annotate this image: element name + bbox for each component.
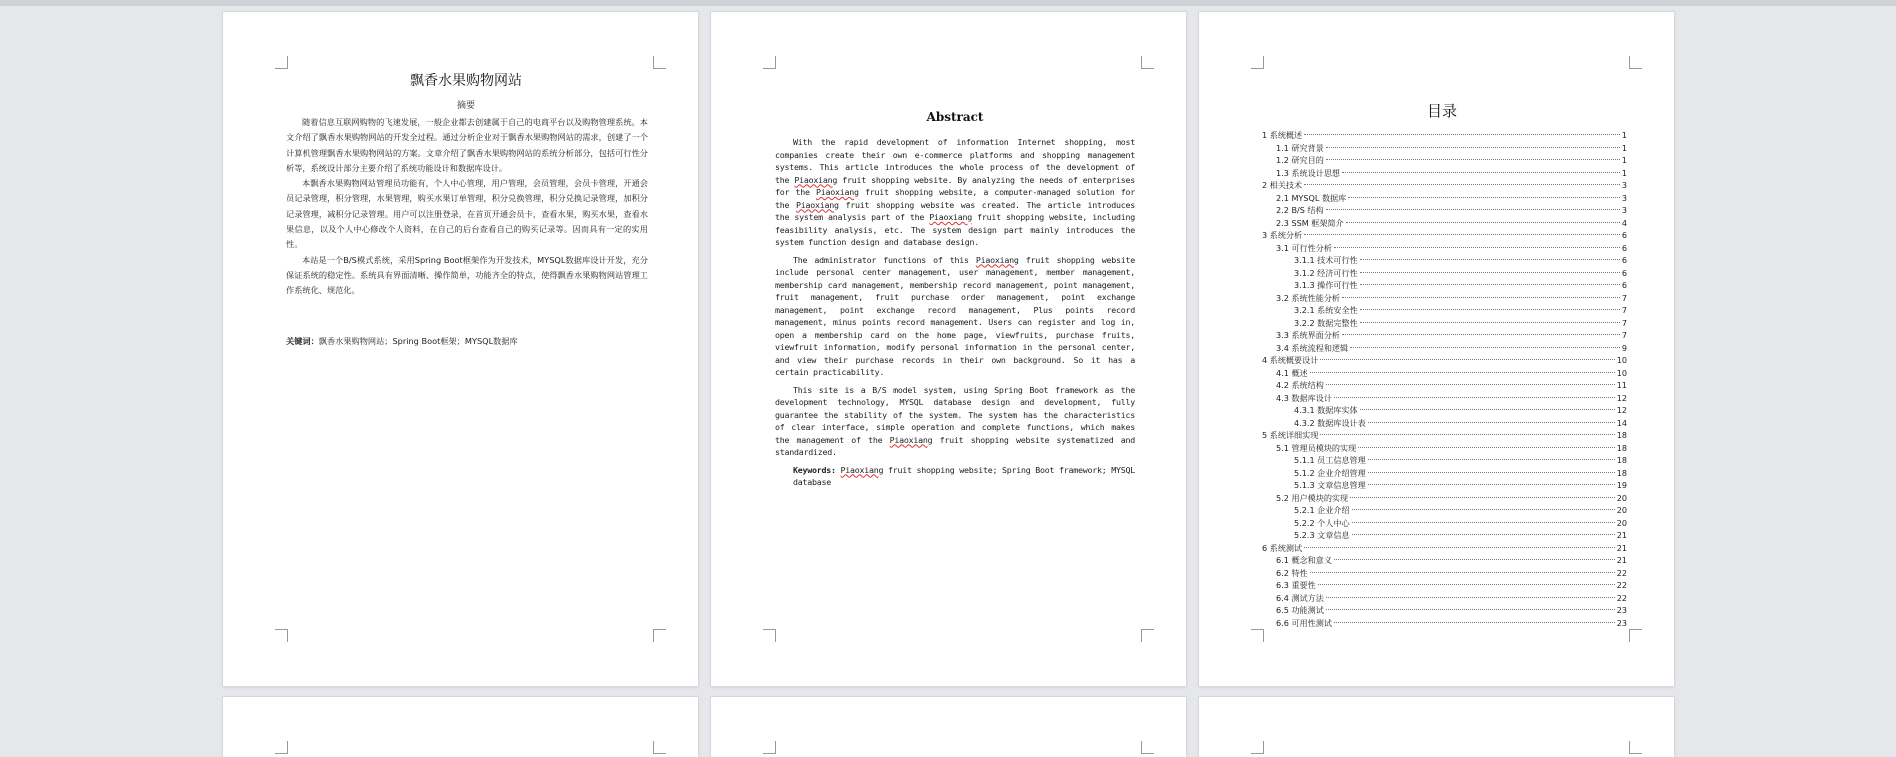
crop-mark (763, 56, 776, 69)
toc-entry[interactable] (1262, 604, 1627, 617)
toc-page-number: 1 (1621, 167, 1627, 178)
toc-entry-title: 4.1 概述 (1276, 367, 1308, 378)
text-run: With the rapid development of information Internet shopping, most companies create their own e-commerce platforms and shopping management systems. This article introduces the whole process of the development of the (775, 137, 1135, 185)
toc-leader-dots (1360, 259, 1620, 260)
crop-mark (275, 741, 288, 754)
toc-leader-dots (1304, 234, 1620, 235)
toc-title: 目录 (1426, 102, 1457, 120)
toc-entry[interactable] (1262, 142, 1627, 155)
toc-entry-title: 4.2 系统结构 (1276, 380, 1324, 390)
toc-leader-dots (1310, 372, 1615, 373)
toc-entry-title: 4 系统概要设计 (1262, 355, 1319, 365)
crop-mark (653, 56, 666, 69)
document-page-5 (711, 697, 1186, 757)
toc-page-number: 23 (1616, 605, 1627, 615)
toc-entry[interactable] (1262, 404, 1627, 417)
toc-page-number: 23 (1616, 617, 1627, 628)
toc-page-number: 19 (1616, 480, 1627, 490)
toc-entry-title: 5 系统详细实现 (1262, 430, 1319, 440)
toc-entry-title: 4.3 数据库设计 (1276, 392, 1332, 403)
toc-entry[interactable] (1262, 129, 1627, 142)
toc-entry-title: 6.6 可用性测试 (1276, 617, 1332, 628)
crop-mark (1141, 56, 1154, 69)
toc-entry-title: 1 系统概述 (1262, 130, 1303, 140)
toc-leader-dots (1304, 134, 1620, 135)
toc-entry[interactable] (1262, 442, 1627, 455)
toc-entry[interactable] (1262, 379, 1627, 392)
toc-page-number: 22 (1616, 580, 1627, 590)
page2-keywords-label: Keywords: (793, 464, 836, 475)
crop-mark (653, 629, 666, 642)
toc-entry[interactable] (1262, 454, 1627, 467)
spellcheck-word[interactable]: Piaoxiang (889, 434, 933, 445)
toc-entry-title: 3.1.2 经济可行性 (1294, 267, 1358, 278)
toc-leader-dots (1326, 159, 1620, 160)
toc-entry-title: 6.3 重要性 (1276, 580, 1316, 590)
toc-page-number: 1 (1621, 155, 1627, 165)
toc-page-number: 7 (1621, 330, 1627, 340)
toc-leader-dots (1326, 597, 1615, 598)
toc-page-number: 1 (1621, 130, 1627, 140)
toc-page-number: 10 (1616, 355, 1627, 365)
toc-page-number: 18 (1616, 455, 1627, 465)
toc-leader-dots (1310, 572, 1615, 573)
toc-entry-title: 3.1.3 操作可行性 (1294, 280, 1358, 290)
text-run: fruit shopping website include personal center management, user management, member management, membership card management, membership record management, point management, fruit management, fruit purchase order management, point exchange management, point exchange record management, Plus points record management, minus points record management. Users can register and log in, open a membership card on the home page, viewfruits, purchase fruits, viewfruit information, modify personal information in the personal center, and view their purchase records in their own background. So it has a certain practicability. (775, 254, 1136, 377)
toc-leader-dots (1368, 472, 1615, 473)
page1-body (286, 115, 648, 299)
page1-subtitle: 摘要 (456, 101, 475, 111)
toc-leader-dots (1326, 609, 1615, 610)
crop-mark (653, 741, 666, 754)
toc-page-number: 6 (1621, 267, 1627, 278)
spellcheck-word[interactable]: Piaoxiang (794, 174, 838, 185)
toc-entry[interactable] (1262, 367, 1627, 380)
toc-entry-title: 5.2.1 企业介绍 (1294, 505, 1350, 515)
toc-leader-dots (1352, 534, 1615, 535)
document-page-6 (1199, 697, 1674, 757)
toc-page-number: 20 (1616, 517, 1627, 528)
document-page-1 (223, 12, 698, 686)
toc-leader-dots (1358, 447, 1614, 448)
toc-entry-title: 1.1 研究背景 (1276, 142, 1324, 153)
toc-leader-dots (1320, 434, 1614, 435)
toc-entry-title: 1.3 系统设计思想 (1276, 167, 1341, 178)
toc-page-number: 18 (1616, 442, 1627, 453)
toc-entry-title: 5.2.2 个人中心 (1294, 517, 1350, 528)
toc-leader-dots (1326, 147, 1620, 148)
toc-entry-title: 3.4 系统流程和逻辑 (1276, 342, 1349, 353)
toc-entry-title: 2.2 B/S 结构 (1276, 205, 1324, 215)
toc-leader-dots (1348, 197, 1620, 198)
text-run: fruit shopping website was created. The article introduces the system analysis part of the (775, 199, 1136, 222)
toc-page-number: 18 (1616, 467, 1627, 478)
toc-entry[interactable] (1262, 154, 1627, 167)
toc-leader-dots (1334, 622, 1615, 623)
toc-page-number: 11 (1616, 380, 1627, 390)
toc-entry[interactable] (1262, 504, 1627, 517)
crop-mark (763, 741, 776, 754)
toc-entry-title: 2 相关技术 (1262, 180, 1303, 190)
text-run: fruit shopping website, a computer-managed solution for the (775, 187, 1135, 210)
toc-leader-dots (1360, 309, 1620, 310)
page1-keywords-label: 关键词： (286, 336, 319, 346)
toc-entry-title: 4.3.1 数据库实体 (1294, 405, 1358, 415)
spellcheck-word[interactable]: Piaoxiang (796, 199, 839, 210)
page2-paragraph-1 (775, 136, 1135, 249)
toc-entry-title: 2.3 SSM 框架简介 (1276, 217, 1344, 228)
toc-leader-dots (1360, 409, 1615, 410)
page2-body (775, 136, 1135, 494)
toc-entry[interactable] (1262, 542, 1627, 555)
spellcheck-word[interactable]: Piaoxiang (929, 212, 973, 222)
toc-entry-title: 3.2 系统性能分析 (1276, 292, 1341, 303)
toc-entry[interactable] (1262, 204, 1627, 217)
toc-entry-title: 3.1 可行性分析 (1276, 242, 1332, 253)
toc-entry[interactable] (1262, 242, 1627, 255)
crop-mark (763, 629, 776, 642)
toc-page-number: 10 (1616, 367, 1627, 378)
page2-title: Abstract (926, 110, 984, 124)
page1-paragraph: 本飘香水果购物网站管理员功能有，个人中心管理，用户管理，会员管理，会员卡管理，开通会员记录管理，积分管理，水果管理，购买水果订单管理，积分兑换管理，积分兑换记录管理，加积分记录管理，减积分记录管理。用户可以注册登录，在首页开通会员卡，查看水果，购买水果，查看水果信息，以及个人中心修改个人资料，在自己的后台查看自己的购买记录等。因而具有一定的实用性。 (286, 178, 648, 250)
toc-entry[interactable] (1262, 529, 1627, 542)
toc-leader-dots (1360, 284, 1620, 285)
toc-page-number: 6 (1621, 230, 1627, 240)
toc-page-number: 4 (1621, 217, 1627, 228)
toc-page-number: 3 (1621, 180, 1627, 190)
toc-entry-title: 5.1.3 文章信息管理 (1294, 480, 1366, 490)
crop-mark (1251, 741, 1264, 754)
toc-entry[interactable] (1262, 292, 1627, 305)
toc-entry[interactable] (1262, 592, 1627, 605)
page1-title: 飘香水果购物网站 (410, 73, 522, 89)
toc-entry[interactable] (1262, 192, 1627, 205)
toc-leader-dots (1326, 209, 1620, 210)
toc-leader-dots (1368, 459, 1615, 460)
spellcheck-word[interactable]: Piaoxiang (975, 254, 1019, 265)
toc-page-number: 20 (1616, 505, 1627, 515)
toc-leader-dots (1360, 272, 1620, 273)
toc-entry[interactable] (1262, 329, 1627, 342)
toc-entry-title: 3.2.2 数据完整性 (1294, 317, 1358, 328)
toc-page-number: 22 (1616, 567, 1627, 578)
toc-entry[interactable] (1262, 179, 1627, 192)
toc-page-number: 1 (1621, 142, 1627, 153)
toc-entry-title: 3 系统分析 (1262, 230, 1303, 240)
text-run: fruit shopping website systematized and standardized. (775, 434, 1135, 457)
page1-keywords (286, 336, 648, 347)
page1-keywords-text: 飘香水果购物网站；Spring Boot框架；MYSQL数据库 (318, 336, 518, 346)
page2-paragraph-2 (775, 254, 1135, 379)
toc-leader-dots (1360, 322, 1620, 323)
toc-page-number: 12 (1616, 405, 1627, 415)
crop-mark (1141, 741, 1154, 754)
toc-page-number: 3 (1621, 205, 1627, 215)
toc-entry[interactable] (1262, 304, 1627, 317)
toc-entry[interactable] (1262, 467, 1627, 480)
window-top-bar (0, 0, 1896, 6)
toc-leader-dots (1334, 397, 1615, 398)
text-run: The administrator functions of this (793, 254, 976, 265)
text-run: fruit shopping website, including feasibility analysis, etc. The system design part mainly introduces the system function design and database design. (775, 212, 1135, 247)
toc-entry[interactable] (1262, 429, 1627, 442)
toc-page-number: 22 (1616, 592, 1627, 603)
toc-entry-title: 6.1 概念和意义 (1276, 555, 1332, 565)
crop-mark (275, 629, 288, 642)
toc-entry[interactable] (1262, 254, 1627, 267)
toc-entry-title: 3.2.1 系统安全性 (1294, 305, 1358, 315)
table-of-contents (1262, 129, 1627, 629)
toc-entry[interactable] (1262, 617, 1627, 630)
page2-keywords (775, 464, 1135, 489)
toc-entry[interactable] (1262, 417, 1627, 430)
toc-page-number: 7 (1621, 317, 1627, 328)
toc-entry-title: 2.1 MYSQL 数据库 (1276, 192, 1347, 203)
toc-page-number: 9 (1621, 342, 1627, 353)
spellcheck-word[interactable]: Piaoxiang (815, 187, 859, 197)
toc-leader-dots (1318, 584, 1615, 585)
toc-entry[interactable] (1262, 217, 1627, 230)
toc-entry[interactable] (1262, 579, 1627, 592)
toc-entry-title: 6 系统测试 (1262, 542, 1303, 553)
toc-leader-dots (1352, 509, 1615, 510)
toc-entry-title: 6.2 特性 (1276, 567, 1308, 578)
toc-leader-dots (1342, 297, 1620, 298)
toc-entry[interactable] (1262, 342, 1627, 355)
crop-mark (275, 56, 288, 69)
toc-leader-dots (1352, 522, 1615, 523)
toc-entry[interactable] (1262, 554, 1627, 567)
toc-page-number: 6 (1621, 280, 1627, 290)
toc-entry[interactable] (1262, 392, 1627, 405)
toc-entry[interactable] (1262, 267, 1627, 280)
toc-page-number: 14 (1616, 417, 1627, 428)
toc-entry[interactable] (1262, 479, 1627, 492)
toc-leader-dots (1304, 547, 1615, 548)
crop-mark (1251, 629, 1264, 642)
toc-leader-dots (1368, 484, 1615, 485)
toc-leader-dots (1326, 384, 1615, 385)
toc-page-number: 20 (1616, 492, 1627, 503)
toc-entry-title: 4.3.2 数据库设计表 (1294, 417, 1366, 428)
toc-leader-dots (1350, 347, 1620, 348)
toc-entry-title: 5.1.1 员工信息管理 (1294, 455, 1366, 465)
toc-entry[interactable] (1262, 229, 1627, 242)
toc-entry[interactable] (1262, 317, 1627, 330)
document-page-4 (223, 697, 698, 757)
text-run: This site is a B/S model system, using Spring Boot framework as the development technology, MYSQL database design and development, fully guarantee the stability of the system. The system has the characteristics of clear interface, simple operation and complete functions, which makes the management of the (775, 384, 1135, 445)
toc-leader-dots (1346, 222, 1620, 223)
toc-page-number: 12 (1616, 392, 1627, 403)
crop-mark (1141, 629, 1154, 642)
toc-entry[interactable] (1262, 167, 1627, 180)
crop-mark (1629, 741, 1642, 754)
toc-entry-title: 5.1.2 企业介绍管理 (1294, 467, 1366, 478)
toc-entry[interactable] (1262, 567, 1627, 580)
toc-leader-dots (1368, 422, 1615, 423)
crop-mark (1251, 56, 1264, 69)
toc-leader-dots (1304, 184, 1620, 185)
toc-entry[interactable] (1262, 517, 1627, 530)
toc-entry-title: 1.2 研究目的 (1276, 155, 1324, 165)
toc-page-number: 6 (1621, 255, 1627, 265)
toc-page-number: 21 (1616, 542, 1627, 553)
toc-leader-dots (1334, 247, 1620, 248)
text-run: fruit shopping website. By analyzing the needs of enterprises for the (775, 174, 1135, 197)
toc-entry[interactable] (1262, 492, 1627, 505)
toc-page-number: 18 (1616, 430, 1627, 440)
toc-page-number: 21 (1616, 530, 1627, 540)
toc-page-number: 7 (1621, 305, 1627, 315)
toc-leader-dots (1342, 172, 1620, 173)
toc-page-number: 6 (1621, 242, 1627, 253)
toc-entry-title: 6.4 测试方法 (1276, 592, 1324, 603)
toc-leader-dots (1350, 497, 1615, 498)
crop-mark (1629, 56, 1642, 69)
crop-mark (1629, 629, 1642, 642)
toc-entry-title: 5.2.3 文章信息 (1294, 530, 1350, 540)
toc-page-number: 7 (1621, 292, 1627, 303)
page1-paragraph: 本站是一个B/S模式系统，采用Spring Boot框架作为开发技术，MYSQL数据库设计开发，充分保证系统的稳定性。系统具有界面清晰、操作简单，功能齐全的特点，使得飘香水果购物网站管理工作系统化、规范化。 (286, 254, 648, 296)
spellcheck-word[interactable]: Piaoxiang (840, 464, 884, 475)
text-run: fruit shopping website; Spring Boot framework; MYSQL database (793, 464, 1136, 487)
toc-entry-title: 5.1 管理员模块的实现 (1276, 442, 1357, 453)
toc-leader-dots (1320, 359, 1614, 360)
toc-entry-title: 6.5 功能测试 (1276, 605, 1324, 615)
page1-paragraph: 随着信息互联网购物的飞速发展，一般企业都去创建属于自己的电商平台以及购物管理系统。本文介绍了飘香水果购物网站的开发全过程。通过分析企业对于飘香水果购物网站的需求，创建了一个计算机管理飘香水果购物网站的方案。文章介绍了飘香水果购物网站的系统分析部分，包括可行性分析等，系统设计部分主要介绍了系统功能设计和数据库设计。 (286, 117, 648, 173)
toc-entry[interactable] (1262, 279, 1627, 292)
toc-leader-dots (1334, 559, 1615, 560)
toc-leader-dots (1342, 334, 1620, 335)
toc-entry-title: 3.1.1 技术可行性 (1294, 255, 1358, 265)
toc-entry-title: 3.3 系统界面分析 (1276, 330, 1341, 340)
toc-page-number: 21 (1616, 555, 1627, 565)
toc-page-number: 3 (1621, 192, 1627, 203)
page2-paragraph-3 (775, 384, 1135, 459)
toc-entry-title: 5.2 用户模块的实现 (1276, 492, 1349, 503)
toc-entry[interactable] (1262, 354, 1627, 367)
